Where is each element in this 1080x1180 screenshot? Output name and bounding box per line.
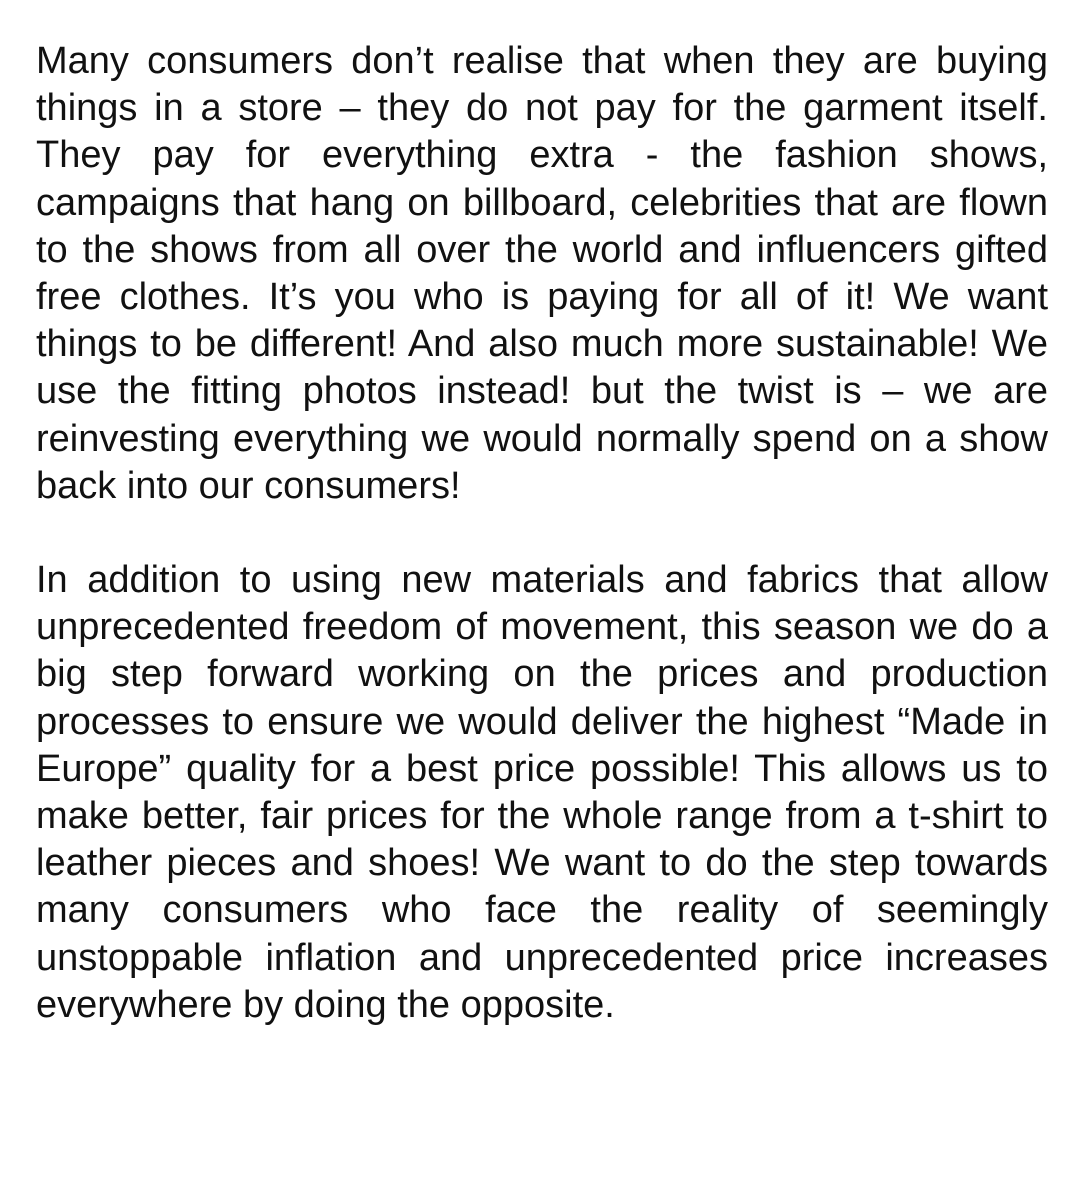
paragraph-pricing-strategy: In addition to using new materials and fabrics that allow unprecedented freedom of movement, this season we do a big step forward working on the prices and production processes to ensure we would deliver the highest “Made in Europe” quality for a best price possible! This allows us to make better, fair prices for the whole range from a t-shirt to leather pieces and shoes! We want to do the step towards many consumers who face the reality of seemingly unstoppable inflation and unprecedented price increases everywhere by doing the opposite.: [36, 559, 1048, 1026]
document-page: [36, 38, 1048, 1029]
paragraph-consumer-costs: Many consumers don’t realise that when they are buying things in a store – they do not pay for the garment itself. They pay for everything extra - the fashion shows, campaigns that hang on billboard, celebrities that are flown to the shows from all over the world and influencers gifted free clothes. It’s you who is paying for all of it! We want things to be different! And also much more sustainable! We use the fitting photos instead! but the twist is – we are reinvesting everything we would normally spend on a show back into our consumers!: [36, 40, 1048, 507]
